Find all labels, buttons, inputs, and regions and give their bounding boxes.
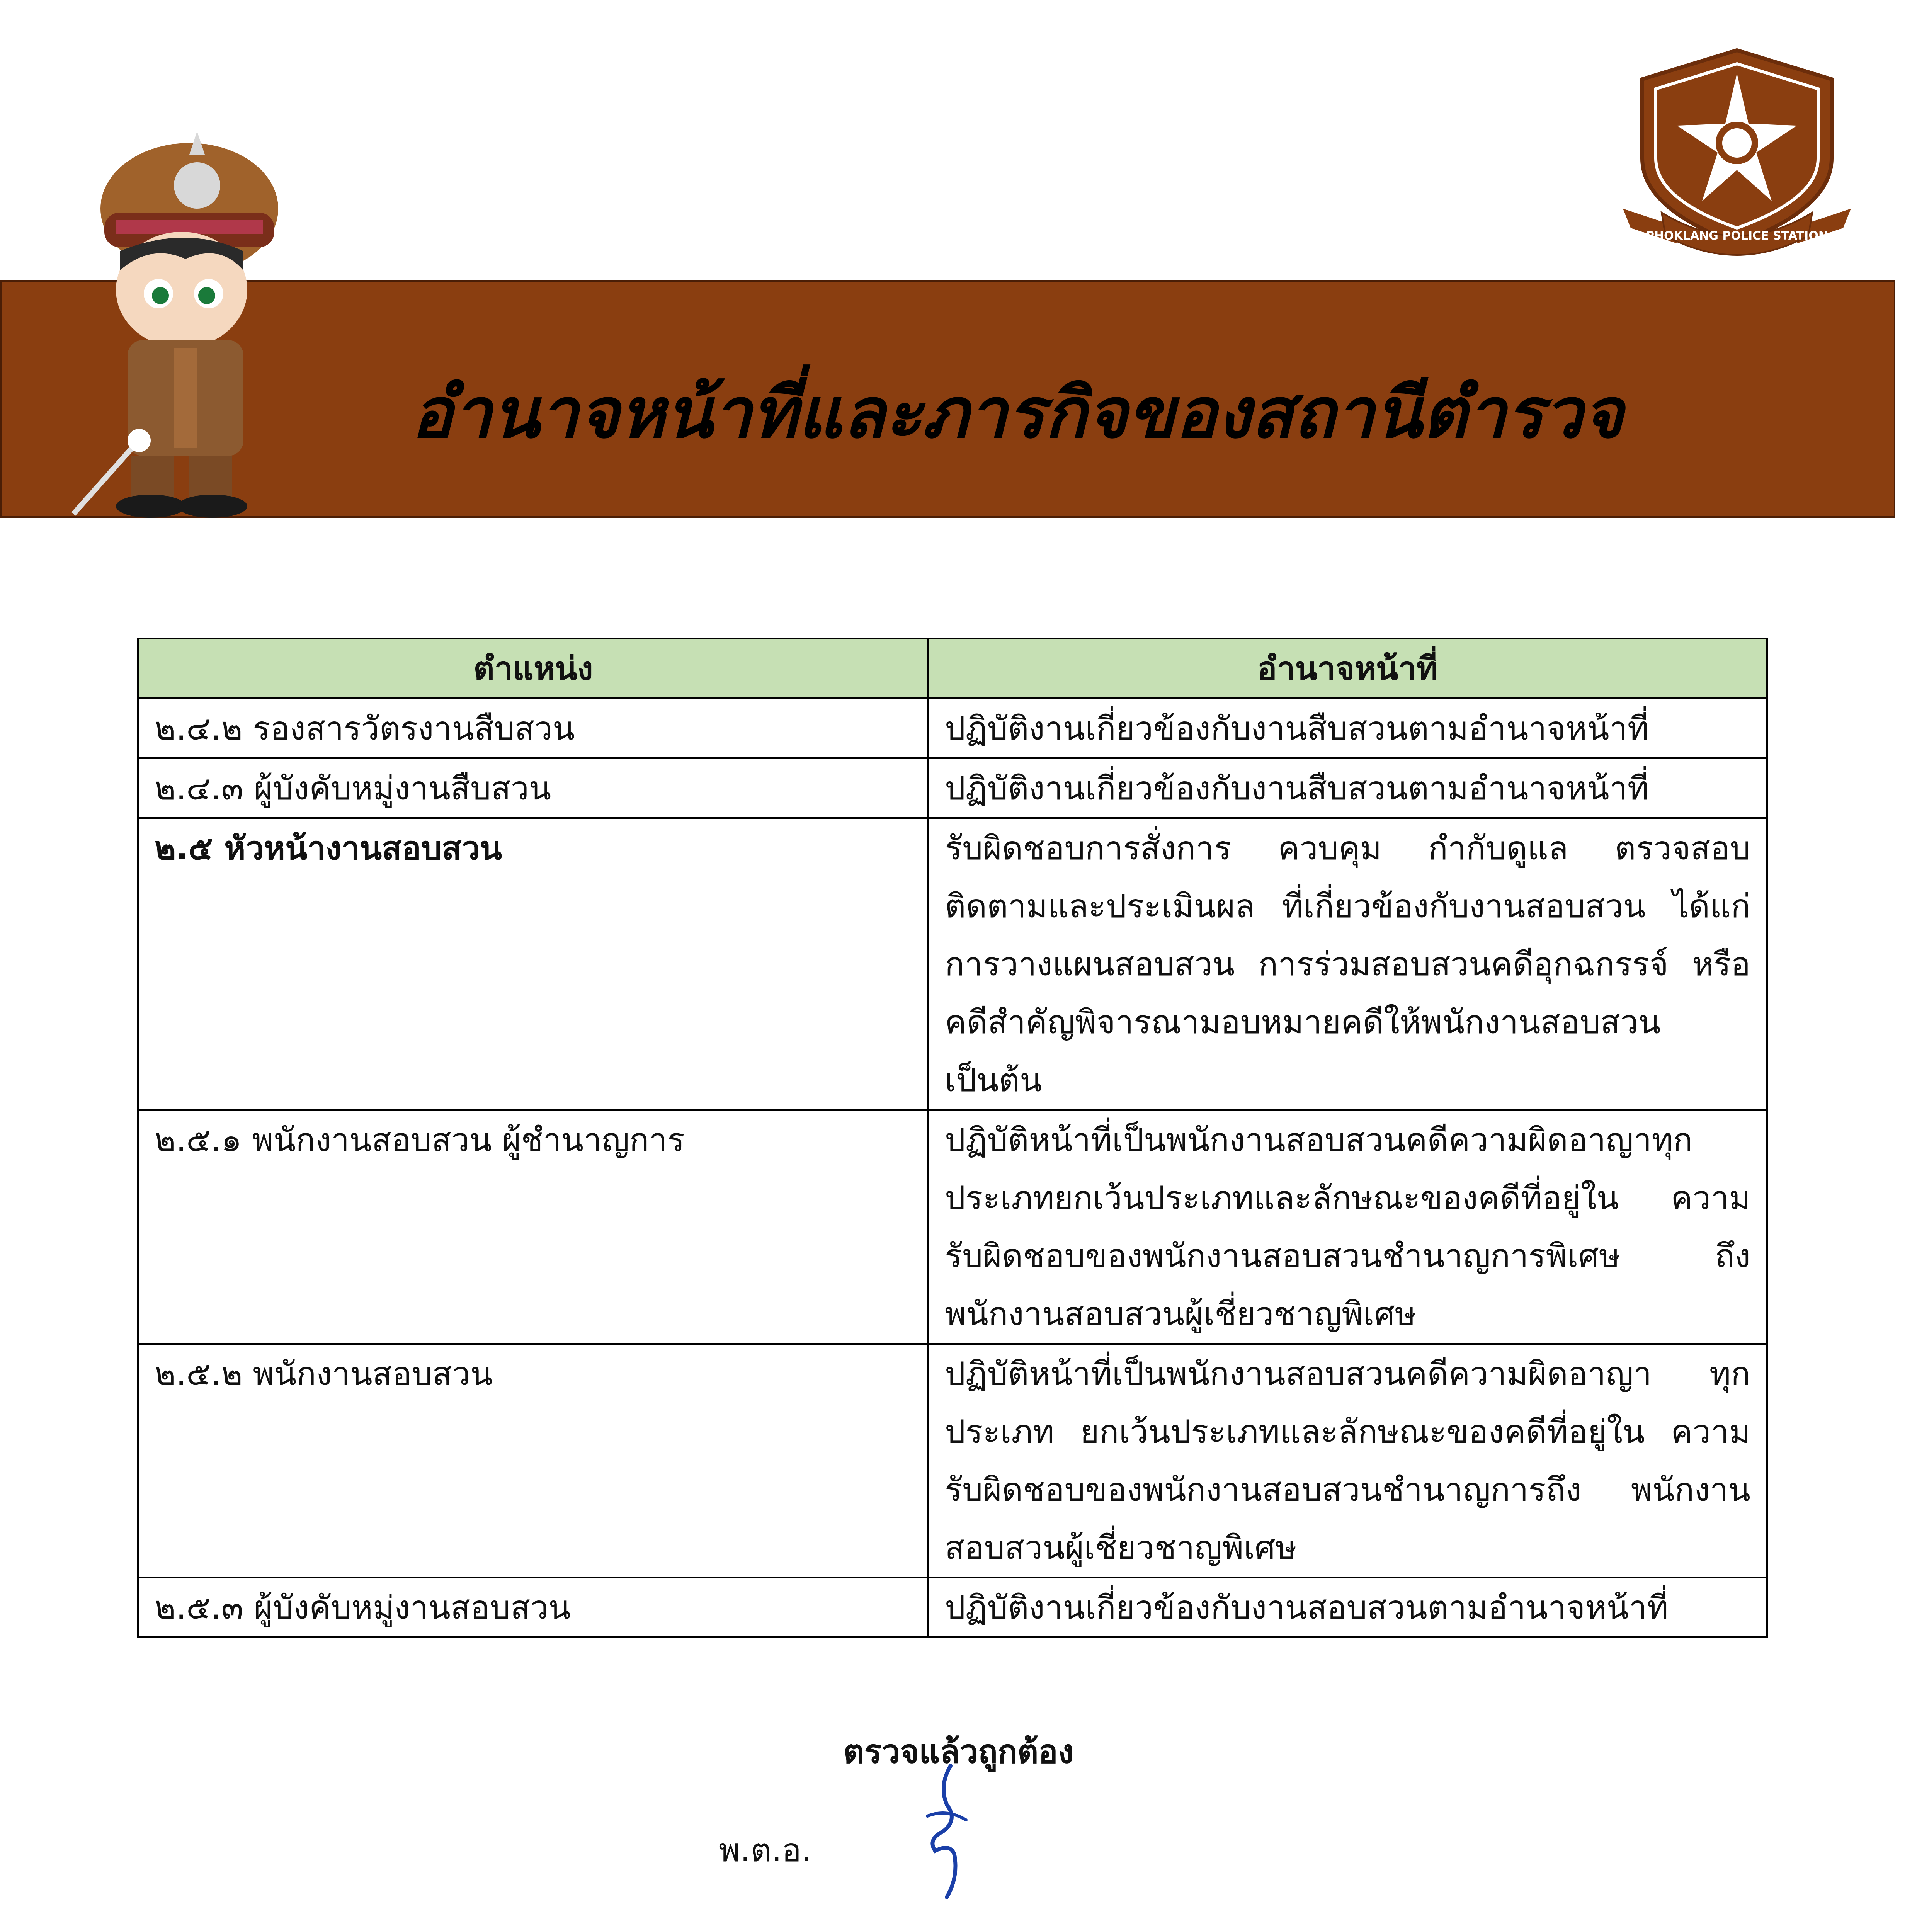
column-header-duty: อำนาจหน้าที่ [929,639,1767,699]
logo-text: PHOKLANG POLICE STATION [1646,229,1828,243]
rank-label: พ.ต.อ. [719,1831,812,1869]
position-cell-heading: ๒.๕ หัวหน้างานสอบสวน [138,818,929,1110]
police-station-logo [1615,43,1859,259]
column-header-position: ตำแหน่ง [138,639,929,699]
table-header-row [138,639,1767,699]
table-row [138,1578,1767,1638]
duty-cell: ปฏิบัติงานเกี่ยวข้องกับงานสืบสวนตามอำนาจหน้าที่ [929,759,1767,818]
duty-cell: ปฏิบัติหน้าที่เป็นพนักงานสอบสวนคดีความผิดอาญา ทุก ประเภท ยกเว้นประเภทและลักษณะของคดีที่อยู่ใน ความ รับผิดชอบของพนักงานสอบสวนชำนาญการถึง พนักงาน สอบสวนผู้เชี่ยวชาญพิเศษ [929,1344,1767,1578]
duty-cell: ปฏิบัติหน้าที่เป็นพนักงานสอบสวนคดีความผิดอาญาทุก ประเภทยกเว้นประเภทและลักษณะของคดีที่อยู่ใน ความ รับผิดชอบของพนักงานสอบสวนชำนาญการพิเศษ ถึง พนักงานสอบสวนผู้เชี่ยวชาญพิเศษ [929,1110,1767,1344]
page-title: อำนาจหน้าที่และภารกิจของสถานีตำรวจ [411,372,1624,454]
table-row [138,699,1767,759]
police-mascot-illustration [58,124,309,518]
table-row [138,1110,1767,1344]
signer-name [0,1924,1917,1932]
verified-label: ตรวจแล้วถูกต้อง [843,1733,1074,1770]
position-cell: ๒.๕.๑ พนักงานสอบสวน ผู้ชำนาญการ [138,1110,929,1344]
position-cell: ๒.๕.๒ พนักงานสอบสวน [138,1344,929,1578]
table-row [138,818,1767,1110]
duty-cell: รับผิดชอบการสั่งการ ควบคุม กำกับดูแล ตรวจสอบ ติดตามและประเมินผล ที่เกี่ยวข้องกับงานสอบสวน ได้แก่ การวางแผนสอบสวน การร่วมสอบสวนคดีอุกฉกรรจ์ หรือ คดีสำคัญพิจารณามอบหมายคดีให้พนักงานสอบสวน เป็นต้น [929,818,1767,1110]
duty-cell: ปฏิบัติงานเกี่ยวข้องกับงานสืบสวนตามอำนาจหน้าที่ [929,699,1767,759]
position-cell: ๒.๔.๒ รองสารวัตรงานสืบสวน [138,699,929,759]
handwritten-signature [904,1762,997,1901]
table-row [138,759,1767,818]
duty-cell: ปฏิบัติงานเกี่ยวข้องกับงานสอบสวนตามอำนาจหน้าที่ [929,1578,1767,1638]
table-row [138,1344,1767,1578]
duties-table [137,638,1768,1638]
position-cell: ๒.๕.๓ ผู้บังคับหมู่งานสอบสวน [138,1578,929,1638]
position-cell: ๒.๔.๓ ผู้บังคับหมู่งานสืบสวน [138,759,929,818]
